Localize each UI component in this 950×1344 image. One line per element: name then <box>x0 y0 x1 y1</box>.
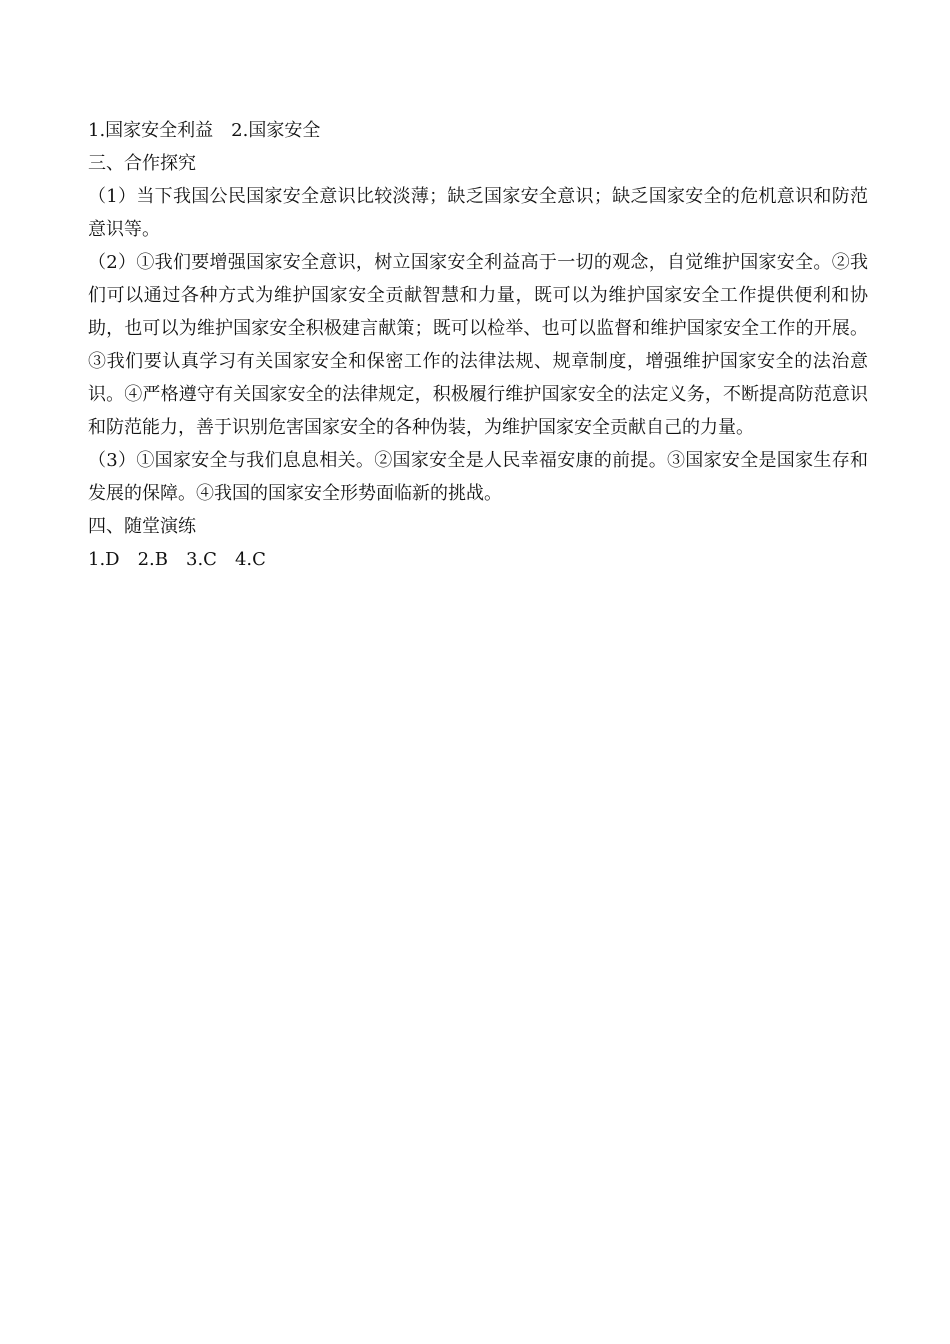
answer-paragraph-1: （1）当下我国公民国家安全意识比较淡薄；缺乏国家安全意识；缺乏国家安全的危机意识和防范意识等。 <box>88 186 868 240</box>
section-heading-cooperative-inquiry: 三、合作探究 <box>88 153 196 174</box>
answer-paragraph-2: （2）①我们要增强国家安全意识，树立国家安全利益高于一切的观念，自觉维护国家安全。②我们可以通过各种方式为维护国家安全贡献智慧和力量，既可以为维护国家安全工作提供便利和协助，也可以为维护国家安全积极建言献策；既可以检举、也可以监督和维护国家安全工作的开展。③我们要认真学习有关国家安全和保密工作的法律法规、规章制度，增强维护国家安全的法治意识。④严格遵守有关国家安全的法律规定，积极履行维护国家安全的法定义务，不断提高防范意识和防范能力，善于识别危害国家安全的各种伪装，为维护国家安全贡献自己的力量。 <box>88 252 868 438</box>
document-page <box>88 114 868 576</box>
section-heading-practice: 四、随堂演练 <box>88 516 196 537</box>
answer-paragraph-3: （3）①国家安全与我们息息相关。②国家安全是人民幸福安康的前提。③国家安全是国家生存和发展的保障。④我国的国家安全形势面临新的挑战。 <box>88 450 868 504</box>
multiple-choice-answers: 1.D 2.B 3.C 4.C <box>88 549 266 570</box>
fill-blank-answers: 1.国家安全利益 2.国家安全 <box>88 120 321 141</box>
